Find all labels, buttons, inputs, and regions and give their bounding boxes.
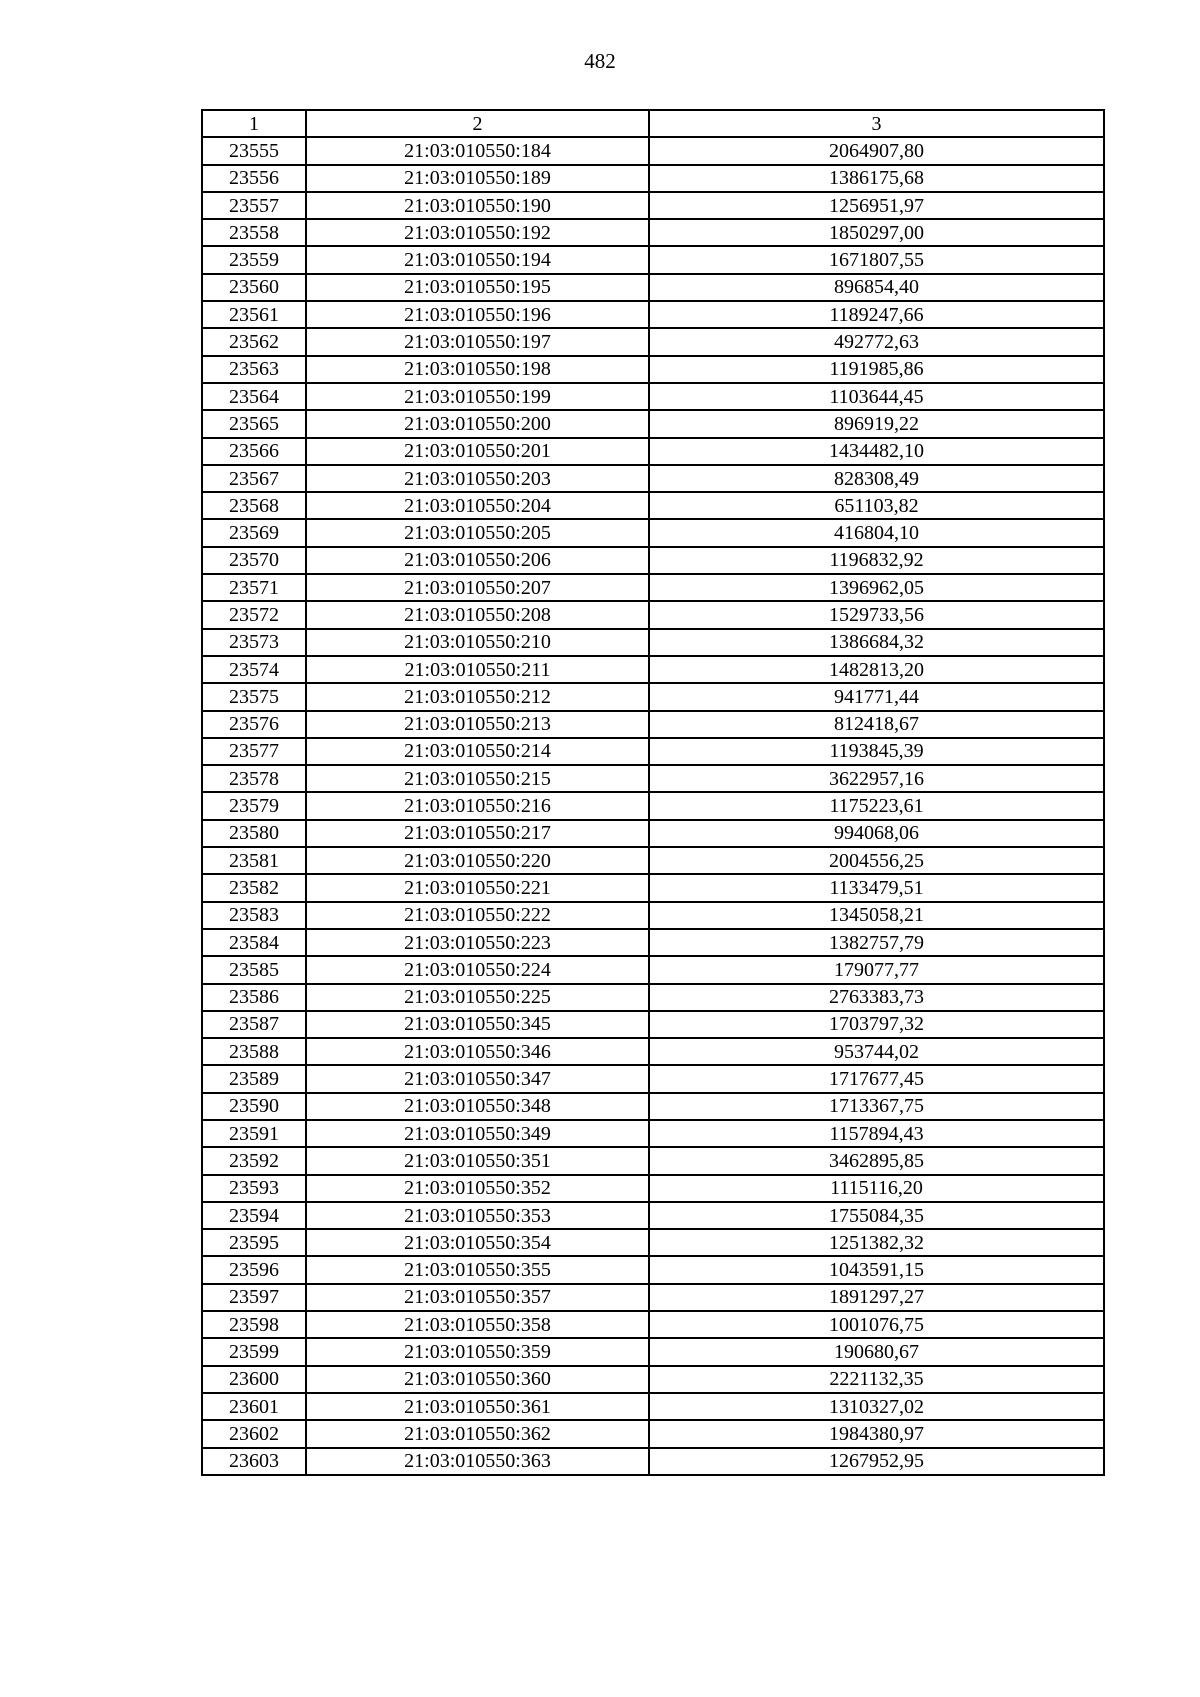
row-number-cell: 23590 [202,1093,306,1120]
cadastral-number-cell: 21:03:010550:223 [306,929,649,956]
row-number-cell: 23558 [202,219,306,246]
row-number-cell: 23594 [202,1202,306,1229]
cadastral-number-cell: 21:03:010550:361 [306,1393,649,1420]
row-number-cell: 23569 [202,519,306,546]
table-row [202,820,1104,847]
table-row [202,874,1104,901]
cadastral-number-cell: 21:03:010550:345 [306,1011,649,1038]
row-number-cell: 23555 [202,137,306,164]
cadastral-number-cell: 21:03:010550:354 [306,1229,649,1256]
cadastral-number-cell: 21:03:010550:225 [306,984,649,1011]
row-number-cell: 23595 [202,1229,306,1256]
row-number-cell: 23561 [202,301,306,328]
value-cell: 1115116,20 [649,1175,1104,1202]
value-cell: 941771,44 [649,683,1104,710]
cadastral-number-cell: 21:03:010550:211 [306,656,649,683]
value-cell: 2763383,73 [649,984,1104,1011]
table-row [202,410,1104,437]
cadastral-number-cell: 21:03:010550:358 [306,1311,649,1338]
row-number-cell: 23580 [202,820,306,847]
cadastral-number-cell: 21:03:010550:359 [306,1338,649,1365]
row-number-cell: 23564 [202,383,306,410]
row-number-cell: 23584 [202,929,306,956]
cadastral-number-cell: 21:03:010550:198 [306,356,649,383]
cadastral-number-cell: 21:03:010550:192 [306,219,649,246]
cadastral-number-cell: 21:03:010550:203 [306,465,649,492]
cadastral-number-cell: 21:03:010550:349 [306,1120,649,1147]
cadastral-number-cell: 21:03:010550:196 [306,301,649,328]
table-row [202,956,1104,983]
table-row [202,1256,1104,1283]
cadastral-number-cell: 21:03:010550:355 [306,1256,649,1283]
row-number-cell: 23559 [202,246,306,273]
value-cell: 1157894,43 [649,1120,1104,1147]
cadastral-number-cell: 21:03:010550:217 [306,820,649,847]
value-cell: 1713367,75 [649,1093,1104,1120]
value-cell: 1984380,97 [649,1420,1104,1447]
table-row [202,902,1104,929]
table-row [202,929,1104,956]
row-number-cell: 23592 [202,1147,306,1174]
table-row [202,492,1104,519]
value-cell: 1001076,75 [649,1311,1104,1338]
table-row [202,1120,1104,1147]
data-table [201,109,1105,1476]
cadastral-number-cell: 21:03:010550:220 [306,847,649,874]
table-row [202,1229,1104,1256]
cadastral-number-cell: 21:03:010550:208 [306,601,649,628]
value-cell: 1256951,97 [649,192,1104,219]
cadastral-number-cell: 21:03:010550:360 [306,1366,649,1393]
value-cell: 812418,67 [649,711,1104,738]
table-row [202,1448,1104,1475]
row-number-cell: 23576 [202,711,306,738]
table-row [202,711,1104,738]
value-cell: 896919,22 [649,410,1104,437]
table-row [202,438,1104,465]
table-row [202,465,1104,492]
row-number-cell: 23597 [202,1284,306,1311]
table-row [202,574,1104,601]
value-cell: 492772,63 [649,328,1104,355]
row-number-cell: 23562 [202,328,306,355]
cadastral-number-cell: 21:03:010550:184 [306,137,649,164]
row-number-cell: 23599 [202,1338,306,1365]
value-cell: 1482813,20 [649,656,1104,683]
row-number-cell: 23593 [202,1175,306,1202]
row-number-cell: 23556 [202,165,306,192]
table-header-row [202,110,1104,137]
table-row [202,1284,1104,1311]
value-cell: 828308,49 [649,465,1104,492]
cadastral-number-cell: 21:03:010550:352 [306,1175,649,1202]
value-cell: 1189247,66 [649,301,1104,328]
table-row [202,1366,1104,1393]
table-row [202,984,1104,1011]
cadastral-number-cell: 21:03:010550:362 [306,1420,649,1447]
row-number-cell: 23602 [202,1420,306,1447]
row-number-cell: 23571 [202,574,306,601]
value-cell: 1386175,68 [649,165,1104,192]
row-number-cell: 23557 [202,192,306,219]
row-number-cell: 23586 [202,984,306,1011]
cadastral-number-cell: 21:03:010550:353 [306,1202,649,1229]
row-number-cell: 23574 [202,656,306,683]
value-cell: 651103,82 [649,492,1104,519]
table-row [202,192,1104,219]
table-row [202,738,1104,765]
value-cell: 1717677,45 [649,1065,1104,1092]
value-cell: 2064907,80 [649,137,1104,164]
table-row [202,629,1104,656]
value-cell: 3462895,85 [649,1147,1104,1174]
value-cell: 1267952,95 [649,1448,1104,1475]
table-row [202,1202,1104,1229]
table-row [202,656,1104,683]
table-row [202,274,1104,301]
value-cell: 1345058,21 [649,902,1104,929]
table-row [202,356,1104,383]
value-cell: 1175223,61 [649,792,1104,819]
table-row [202,1338,1104,1365]
row-number-cell: 23585 [202,956,306,983]
value-cell: 1850297,00 [649,219,1104,246]
table-row [202,519,1104,546]
cadastral-number-cell: 21:03:010550:201 [306,438,649,465]
value-cell: 1196832,92 [649,547,1104,574]
value-cell: 896854,40 [649,274,1104,301]
table-row [202,301,1104,328]
value-cell: 953744,02 [649,1038,1104,1065]
value-cell: 1310327,02 [649,1393,1104,1420]
table-row [202,165,1104,192]
column-header-1: 1 [202,110,306,137]
cadastral-number-cell: 21:03:010550:221 [306,874,649,901]
value-cell: 2004556,25 [649,847,1104,874]
value-cell: 1382757,79 [649,929,1104,956]
cadastral-number-cell: 21:03:010550:215 [306,765,649,792]
table-row [202,1011,1104,1038]
value-cell: 1043591,15 [649,1256,1104,1283]
table-row [202,792,1104,819]
value-cell: 994068,06 [649,820,1104,847]
cadastral-number-cell: 21:03:010550:222 [306,902,649,929]
cadastral-number-cell: 21:03:010550:357 [306,1284,649,1311]
table-row [202,1311,1104,1338]
row-number-cell: 23573 [202,629,306,656]
column-header-3: 3 [649,110,1104,137]
row-number-cell: 23583 [202,902,306,929]
value-cell: 1193845,39 [649,738,1104,765]
cadastral-number-cell: 21:03:010550:205 [306,519,649,546]
cadastral-number-cell: 21:03:010550:206 [306,547,649,574]
cadastral-number-cell: 21:03:010550:213 [306,711,649,738]
value-cell: 1755084,35 [649,1202,1104,1229]
table-row [202,1147,1104,1174]
row-number-cell: 23603 [202,1448,306,1475]
row-number-cell: 23598 [202,1311,306,1338]
row-number-cell: 23566 [202,438,306,465]
cadastral-number-cell: 21:03:010550:351 [306,1147,649,1174]
row-number-cell: 23589 [202,1065,306,1092]
row-number-cell: 23600 [202,1366,306,1393]
cadastral-number-cell: 21:03:010550:197 [306,328,649,355]
cadastral-number-cell: 21:03:010550:200 [306,410,649,437]
value-cell: 1396962,05 [649,574,1104,601]
cadastral-number-cell: 21:03:010550:207 [306,574,649,601]
table-row [202,1093,1104,1120]
table-row [202,137,1104,164]
value-cell: 1133479,51 [649,874,1104,901]
row-number-cell: 23565 [202,410,306,437]
cadastral-number-cell: 21:03:010550:224 [306,956,649,983]
table-row [202,383,1104,410]
value-cell: 1891297,27 [649,1284,1104,1311]
table-row [202,246,1104,273]
table-body [202,137,1104,1475]
table-row [202,601,1104,628]
value-cell: 1386684,32 [649,629,1104,656]
row-number-cell: 23560 [202,274,306,301]
value-cell: 1671807,55 [649,246,1104,273]
cadastral-number-cell: 21:03:010550:194 [306,246,649,273]
cadastral-number-cell: 21:03:010550:210 [306,629,649,656]
row-number-cell: 23567 [202,465,306,492]
row-number-cell: 23588 [202,1038,306,1065]
value-cell: 1529733,56 [649,601,1104,628]
value-cell: 1703797,32 [649,1011,1104,1038]
cadastral-number-cell: 21:03:010550:189 [306,165,649,192]
page-number: 482 [584,49,616,73]
cadastral-number-cell: 21:03:010550:195 [306,274,649,301]
table-row [202,1065,1104,1092]
row-number-cell: 23596 [202,1256,306,1283]
cadastral-number-cell: 21:03:010550:214 [306,738,649,765]
row-number-cell: 23581 [202,847,306,874]
table-row [202,1420,1104,1447]
table-row [202,547,1104,574]
cadastral-number-cell: 21:03:010550:347 [306,1065,649,1092]
column-header-2: 2 [306,110,649,137]
table-row [202,1175,1104,1202]
row-number-cell: 23579 [202,792,306,819]
row-number-cell: 23570 [202,547,306,574]
table-header [202,110,1104,137]
cadastral-number-cell: 21:03:010550:216 [306,792,649,819]
cadastral-number-cell: 21:03:010550:212 [306,683,649,710]
cadastral-number-cell: 21:03:010550:363 [306,1448,649,1475]
row-number-cell: 23591 [202,1120,306,1147]
value-cell: 1251382,32 [649,1229,1104,1256]
cadastral-number-cell: 21:03:010550:190 [306,192,649,219]
row-number-cell: 23578 [202,765,306,792]
row-number-cell: 23587 [202,1011,306,1038]
row-number-cell: 23572 [202,601,306,628]
table-row [202,328,1104,355]
cadastral-number-cell: 21:03:010550:199 [306,383,649,410]
table-row [202,765,1104,792]
value-cell: 1103644,45 [649,383,1104,410]
cadastral-number-cell: 21:03:010550:348 [306,1093,649,1120]
row-number-cell: 23577 [202,738,306,765]
row-number-cell: 23568 [202,492,306,519]
value-cell: 1191985,86 [649,356,1104,383]
row-number-cell: 23563 [202,356,306,383]
row-number-cell: 23582 [202,874,306,901]
table-row [202,683,1104,710]
row-number-cell: 23601 [202,1393,306,1420]
row-number-cell: 23575 [202,683,306,710]
value-cell: 179077,77 [649,956,1104,983]
table-row [202,1393,1104,1420]
value-cell: 190680,67 [649,1338,1104,1365]
value-cell: 1434482,10 [649,438,1104,465]
cadastral-number-cell: 21:03:010550:204 [306,492,649,519]
value-cell: 416804,10 [649,519,1104,546]
table-row [202,1038,1104,1065]
value-cell: 3622957,16 [649,765,1104,792]
cadastral-number-cell: 21:03:010550:346 [306,1038,649,1065]
table-row [202,847,1104,874]
table-row [202,219,1104,246]
value-cell: 2221132,35 [649,1366,1104,1393]
